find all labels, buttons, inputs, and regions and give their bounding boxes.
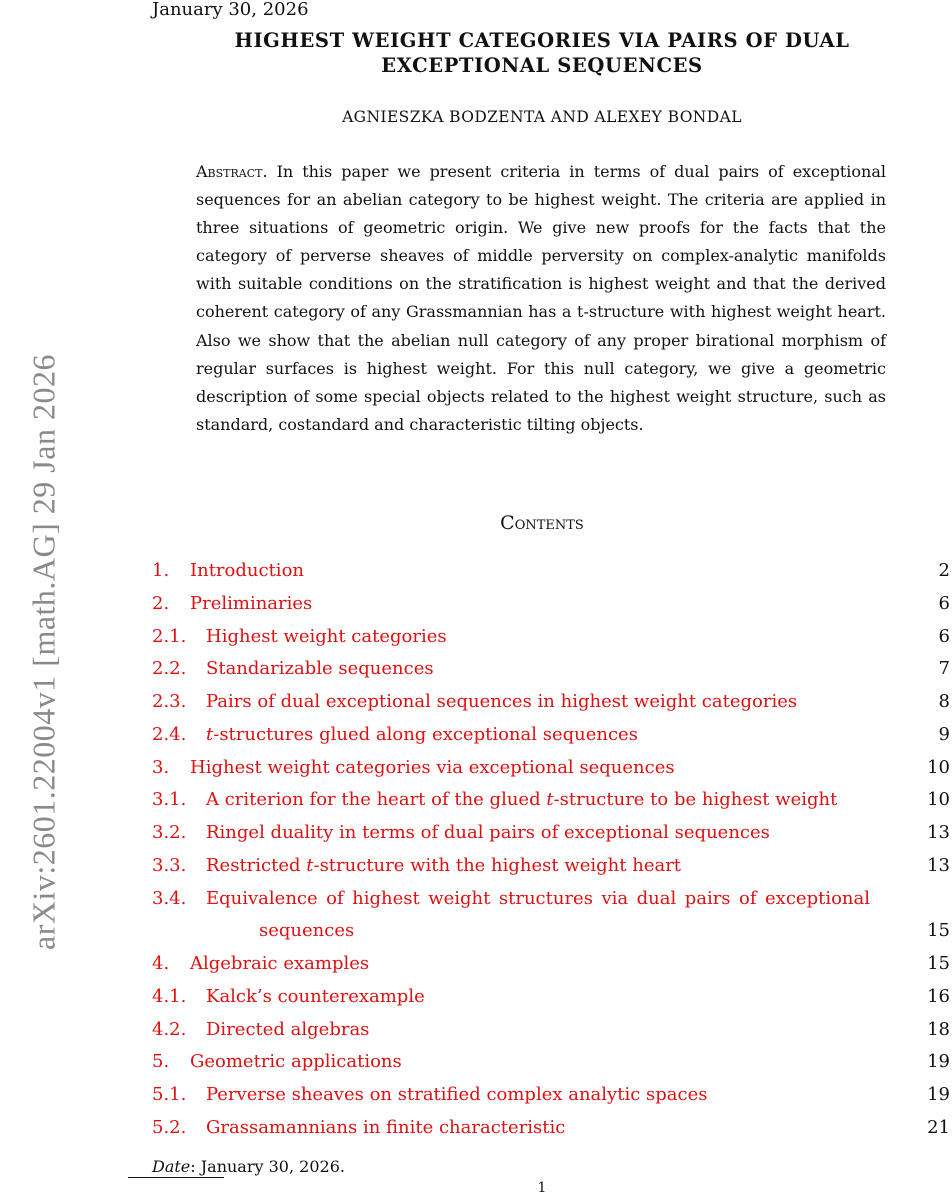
footnote-label: Date (152, 1157, 191, 1176)
toc-entry[interactable] (152, 1081, 950, 1114)
toc-entry[interactable] (152, 1114, 950, 1147)
toc-page: 15 (927, 919, 950, 941)
toc-title[interactable]: Highest weight categories via exceptional sequences (190, 756, 675, 778)
abstract-label: Abstract. (196, 162, 268, 181)
toc-number[interactable]: 2.1. (152, 625, 187, 647)
toc-page: 13 (927, 854, 950, 876)
toc-page: 10 (927, 789, 950, 811)
toc-title[interactable]: Algebraic examples (190, 953, 370, 974)
toc-title[interactable]: Directed algebras (206, 1018, 370, 1040)
toc-title-rest[interactable]: -structures glued along exceptional sequences (213, 723, 638, 745)
toc-number[interactable]: 3.1. (152, 789, 187, 811)
toc-number[interactable]: 3.3. (152, 854, 187, 876)
toc-title-head[interactable]: A criterion for the heart of the glued (206, 789, 547, 811)
toc-number[interactable]: 5. (152, 1051, 170, 1073)
toc-number[interactable]: 2.2. (152, 658, 187, 680)
toc-title[interactable]: Pairs of dual exceptional sequences in highest weight categories (206, 691, 798, 712)
footnote-rule (128, 1177, 224, 1178)
toc-title[interactable]: Grassamannians in finite characteristic (206, 1116, 566, 1138)
toc-page: 9 (938, 723, 950, 745)
toc-number[interactable]: 1. (152, 560, 170, 581)
toc-page: 15 (927, 953, 950, 974)
toc-title-continuation[interactable]: sequences (259, 919, 355, 941)
toc-title[interactable] (206, 721, 638, 749)
toc-page: 19 (927, 1051, 950, 1073)
toc-title[interactable]: Introduction (190, 560, 304, 581)
toc-page: 6 (938, 625, 950, 647)
toc-title[interactable]: Ringel duality in terms of dual pairs of exceptional sequences (206, 822, 770, 843)
toc-number[interactable]: 2.3. (152, 691, 187, 712)
toc-number[interactable]: 2.4. (152, 723, 187, 745)
toc-entry[interactable] (152, 983, 950, 1016)
paper-title (150, 28, 934, 78)
contents-heading: Contents (500, 512, 584, 534)
header-date: January 30, 2026 (152, 0, 309, 20)
table-of-contents (152, 557, 950, 1147)
toc-page: 6 (938, 592, 950, 614)
toc-title[interactable]: Geometric applications (190, 1051, 402, 1073)
toc-entry[interactable] (152, 688, 950, 721)
toc-page: 13 (927, 822, 950, 843)
toc-entry[interactable] (152, 590, 950, 623)
toc-title-tail[interactable]: -structure to be highest weight (553, 789, 838, 811)
toc-title-italic[interactable]: t (306, 854, 314, 876)
toc-page: 10 (927, 756, 950, 778)
toc-entry[interactable] (152, 786, 950, 819)
toc-title[interactable] (206, 786, 837, 814)
toc-title-italic[interactable]: t (546, 789, 554, 811)
toc-number[interactable]: 3.4. (152, 887, 187, 909)
toc-title[interactable]: Highest weight categories (206, 625, 447, 647)
page-number: 1 (537, 1180, 547, 1196)
toc-entry[interactable] (152, 721, 950, 754)
title-line-2: EXCEPTIONAL SEQUENCES (381, 54, 703, 77)
toc-page: 8 (938, 691, 950, 712)
toc-number[interactable]: 4.1. (152, 985, 187, 1007)
toc-number[interactable]: 4. (152, 953, 170, 974)
toc-title[interactable]: Kalck’s counterexample (206, 985, 425, 1007)
toc-entry[interactable] (152, 557, 950, 590)
toc-entry[interactable] (152, 852, 950, 885)
abstract (196, 158, 886, 439)
toc-entry[interactable] (152, 1016, 950, 1049)
toc-entry[interactable] (152, 819, 950, 852)
toc-entry[interactable] (152, 754, 950, 787)
toc-page: 2 (938, 560, 950, 581)
toc-page: 7 (938, 658, 950, 680)
toc-page: 19 (927, 1084, 950, 1105)
toc-title[interactable]: Standarizable sequences (206, 658, 434, 680)
toc-title-tail[interactable]: -structure with the highest weight heart (313, 854, 682, 876)
toc-number[interactable]: 2. (152, 592, 170, 614)
toc-number[interactable]: 3.2. (152, 822, 187, 843)
toc-page: 18 (927, 1018, 950, 1040)
toc-title[interactable]: Perverse sheaves on stratified complex analytic spaces (206, 1084, 708, 1105)
toc-title[interactable]: Preliminaries (190, 592, 313, 614)
toc-number[interactable]: 5.1. (152, 1084, 187, 1105)
toc-title[interactable]: Equivalence of highest weight structures via dual pairs of exceptional (206, 887, 870, 909)
toc-entry[interactable] (152, 655, 950, 688)
toc-number[interactable]: 3. (152, 756, 170, 778)
toc-page: 21 (927, 1116, 950, 1138)
toc-page: 16 (927, 985, 950, 1007)
abstract-text: In this paper we present criteria in terms of dual pairs of exceptional sequences for an abelian category to be highest weight. The criteria are applied in three situations of geometric origin. We give new proofs for the facts that the category of perverse sheaves of middle perversity on complex-analytic manifolds with suitable conditions on the stratification is highest weight and that the derived coherent category of any Grassmannian has a t-structure with highest weight heart. Also we show that the abelian null category of any proper birational morphism of regular surfaces is highest weight. For this null category, we give a geometric description of some special objects related to the highest weight structure, such as standard, costandard and characteristic tilting objects. (196, 162, 886, 434)
toc-entry[interactable] (152, 950, 950, 983)
arxiv-stamp: arXiv:2601.22004v1 [math.AG] 29 Jan 2026 (25, 354, 62, 950)
toc-title-italic[interactable]: t (206, 723, 214, 745)
toc-entry[interactable] (152, 885, 950, 951)
toc-number[interactable]: 5.2. (152, 1116, 187, 1138)
toc-entry[interactable] (152, 623, 950, 656)
toc-title[interactable] (206, 852, 681, 880)
title-line-1: HIGHEST WEIGHT CATEGORIES VIA PAIRS OF DUAL (234, 29, 850, 52)
footnote (152, 1158, 345, 1176)
footnote-text: : January 30, 2026. (190, 1157, 345, 1176)
toc-entry[interactable] (152, 1048, 950, 1081)
authors: AGNIESZKA BODZENTA AND ALEXEY BONDAL (342, 108, 742, 126)
toc-number[interactable]: 4.2. (152, 1018, 187, 1040)
toc-title-head[interactable]: Restricted (206, 854, 307, 876)
